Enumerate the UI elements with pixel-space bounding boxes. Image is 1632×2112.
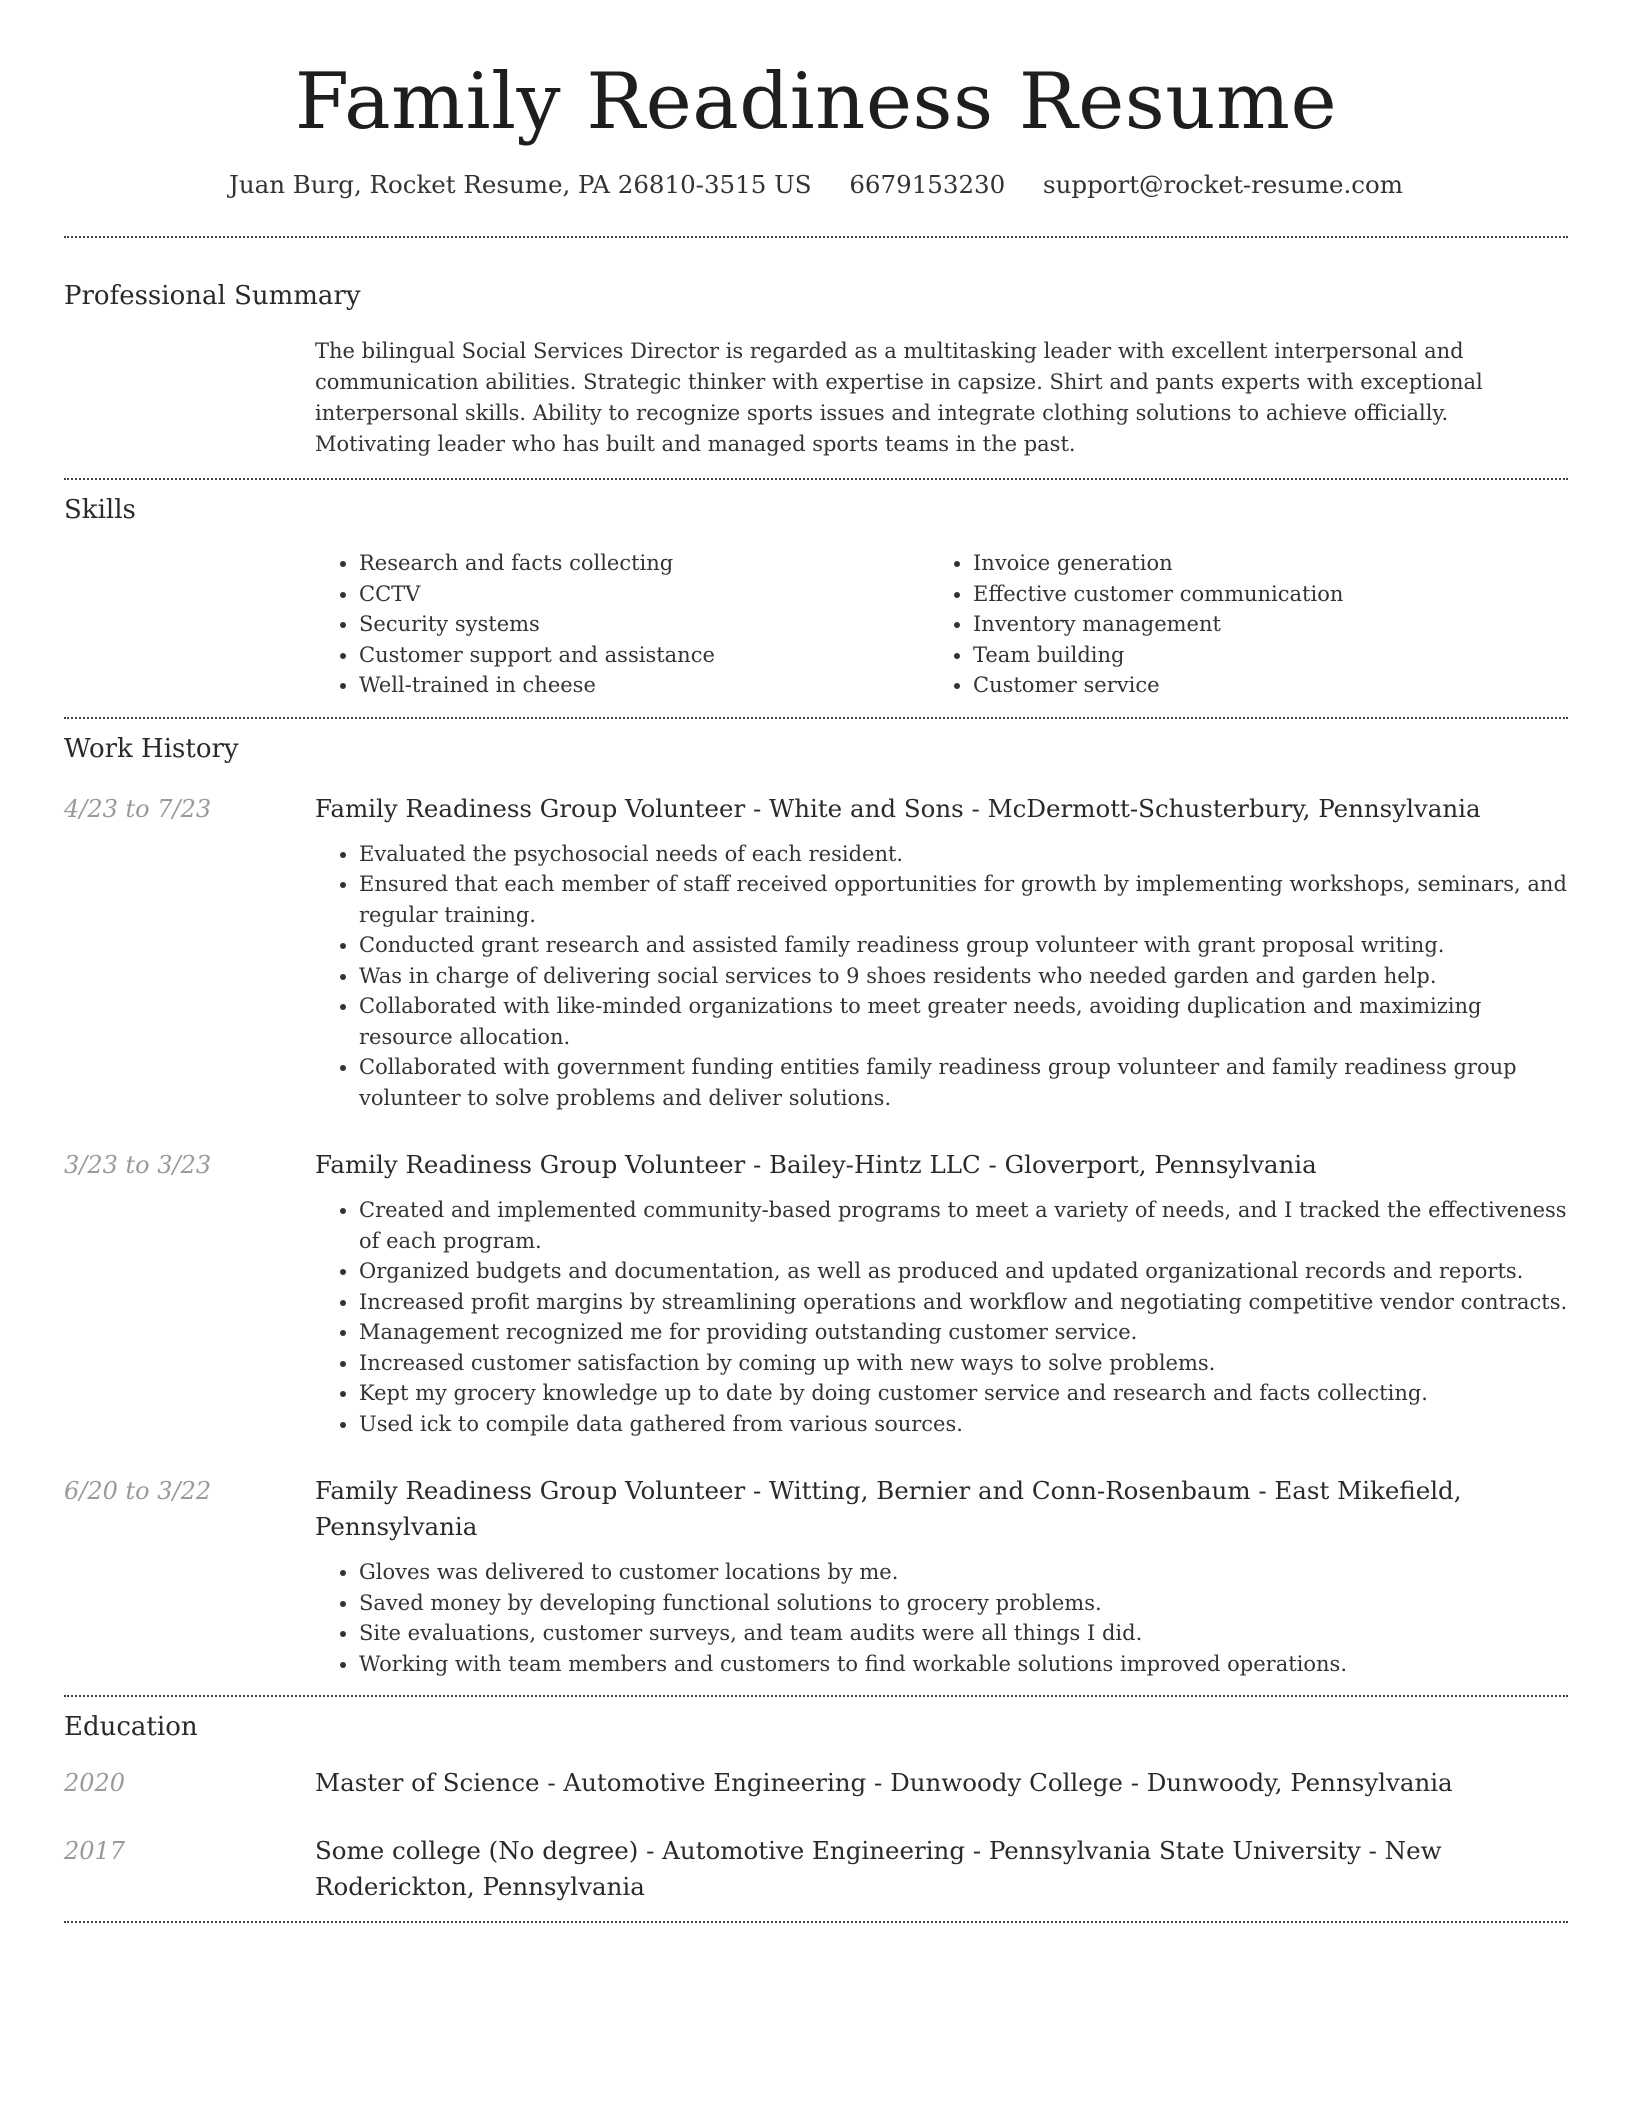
resume-title: Family Readiness Resume bbox=[294, 57, 1338, 147]
job-title: Family Readiness Group Volunteer - Witting, Bernier and Conn-Rosenbaum - East Mikefield, Pennsylvania bbox=[315, 1476, 1462, 1541]
skill-item: • Customer support and assistance bbox=[359, 640, 929, 671]
job-bullet: • Saved money by developing functional solutions to grocery problems. bbox=[359, 1588, 1568, 1619]
job-dates: 6/20 to 3/22 bbox=[64, 1477, 212, 1505]
job-details bbox=[315, 791, 1568, 1114]
skill-item: • Team building bbox=[973, 640, 1543, 671]
job-bullet: • Collaborated with government funding entities family readiness group volunteer and family readiness group volunteer to solve problems and deliver solutions. bbox=[359, 1052, 1568, 1113]
job-bullet: • Gloves was delivered to customer locations by me. bbox=[359, 1557, 1568, 1588]
job-bullet: • Increased customer satisfaction by coming up with new ways to solve problems. bbox=[359, 1348, 1568, 1379]
job-bullet: • Ensured that each member of staff received opportunities for growth by implementing workshops, seminars, and regular training. bbox=[359, 869, 1568, 930]
education-details: Master of Science - Automotive Engineering - Dunwoody College - Dunwoody, Pennsylvania bbox=[315, 1768, 1453, 1797]
education-details: Some college (No degree) - Automotive Engineering - Pennsylvania State University - New Roderickton, Pennsylvania bbox=[315, 1836, 1442, 1901]
skills-section bbox=[64, 480, 1568, 701]
skill-item: • Customer service bbox=[973, 670, 1543, 701]
education-entry bbox=[64, 1833, 1568, 1905]
job-bullet: • Created and implemented community-based programs to meet a variety of needs, and I tracked the effectiveness of each program. bbox=[359, 1195, 1568, 1256]
summary-text: The bilingual Social Services Director is regarded as a multitasking leader with excellent interpersonal and communication abilities. Strategic thinker with expertise in capsize. Shirt and pants experts with exceptional interpersonal skills. Ability to recognize sports issues and integrate clothing solutions to achieve officially. Motivating leader who has built and managed sports teams in the past. bbox=[315, 339, 1483, 456]
job-bullet: • Used ick to compile data gathered from various sources. bbox=[359, 1409, 1568, 1440]
skill-item: • Research and facts collecting bbox=[359, 548, 929, 579]
contact-line bbox=[64, 168, 1568, 202]
section-heading: Work History bbox=[64, 733, 239, 764]
education-year: 2017 bbox=[64, 1837, 126, 1865]
contact-phone: 6679153230 bbox=[849, 170, 1006, 199]
education-year: 2020 bbox=[64, 1769, 126, 1797]
skill-item: • Well-trained in cheese bbox=[359, 670, 929, 701]
job-bullets bbox=[315, 1195, 1568, 1439]
professional-summary-section bbox=[64, 238, 1568, 460]
section-heading: Education bbox=[64, 1712, 198, 1742]
skill-item: • Inventory management bbox=[973, 609, 1543, 640]
resume-page bbox=[64, 0, 1568, 1923]
job-dates: 4/23 to 7/23 bbox=[64, 794, 212, 823]
section-heading: Skills bbox=[64, 495, 136, 525]
job-bullet: • Kept my grocery knowledge up to date by doing customer service and research and facts collecting. bbox=[359, 1378, 1568, 1409]
job-details bbox=[315, 1147, 1568, 1439]
skills-list-left bbox=[315, 548, 929, 701]
education-section bbox=[64, 1697, 1568, 1905]
skill-item: • CCTV bbox=[359, 579, 929, 610]
skills-columns bbox=[315, 548, 1568, 701]
skill-item: • Effective customer communication bbox=[973, 579, 1543, 610]
job-bullet: • Management recognized me for providing outstanding customer service. bbox=[359, 1317, 1568, 1348]
contact-address: Juan Burg, Rocket Resume, PA 26810-3515 US bbox=[229, 170, 812, 199]
job-bullet: • Site evaluations, customer surveys, and team audits were all things I did. bbox=[359, 1618, 1568, 1649]
job-bullets bbox=[315, 1557, 1568, 1679]
skill-item: • Invoice generation bbox=[973, 548, 1543, 579]
job-entry bbox=[64, 1473, 1568, 1679]
job-bullet: • Was in charge of delivering social services to 9 shoes residents who needed garden and garden help. bbox=[359, 961, 1568, 992]
job-bullet: • Organized budgets and documentation, as well as produced and updated organizational records and reports. bbox=[359, 1256, 1568, 1287]
work-history-section bbox=[64, 719, 1568, 1680]
job-entry bbox=[64, 1147, 1568, 1439]
job-bullet: • Conducted grant research and assisted family readiness group volunteer with grant proposal writing. bbox=[359, 930, 1568, 961]
job-title: Family Readiness Group Volunteer - Bailey-Hintz LLC - Gloverport, Pennsylvania bbox=[315, 1150, 1317, 1179]
section-divider bbox=[64, 1921, 1568, 1923]
job-details bbox=[315, 1473, 1568, 1679]
contact-email: support@rocket-resume.com bbox=[1043, 170, 1403, 199]
section-heading: Professional Summary bbox=[64, 281, 361, 311]
education-entry bbox=[64, 1765, 1568, 1801]
skill-item: • Security systems bbox=[359, 609, 929, 640]
skills-list-right bbox=[929, 548, 1543, 701]
job-bullet: • Collaborated with like-minded organizations to meet greater needs, avoiding duplication and maximizing resource allocation. bbox=[359, 991, 1568, 1052]
job-bullet: • Increased profit margins by streamlining operations and workflow and negotiating competitive vendor contracts. bbox=[359, 1287, 1568, 1318]
job-title: Family Readiness Group Volunteer - White and Sons - McDermott-Schusterbury, Pennsylvania bbox=[315, 793, 1481, 823]
job-bullets bbox=[315, 839, 1568, 1114]
job-bullet: • Evaluated the psychosocial needs of each resident. bbox=[359, 839, 1568, 870]
job-bullet: • Working with team members and customers to find workable solutions improved operations. bbox=[359, 1649, 1568, 1680]
job-entry bbox=[64, 791, 1568, 1114]
job-dates: 3/23 to 3/23 bbox=[64, 1151, 212, 1179]
